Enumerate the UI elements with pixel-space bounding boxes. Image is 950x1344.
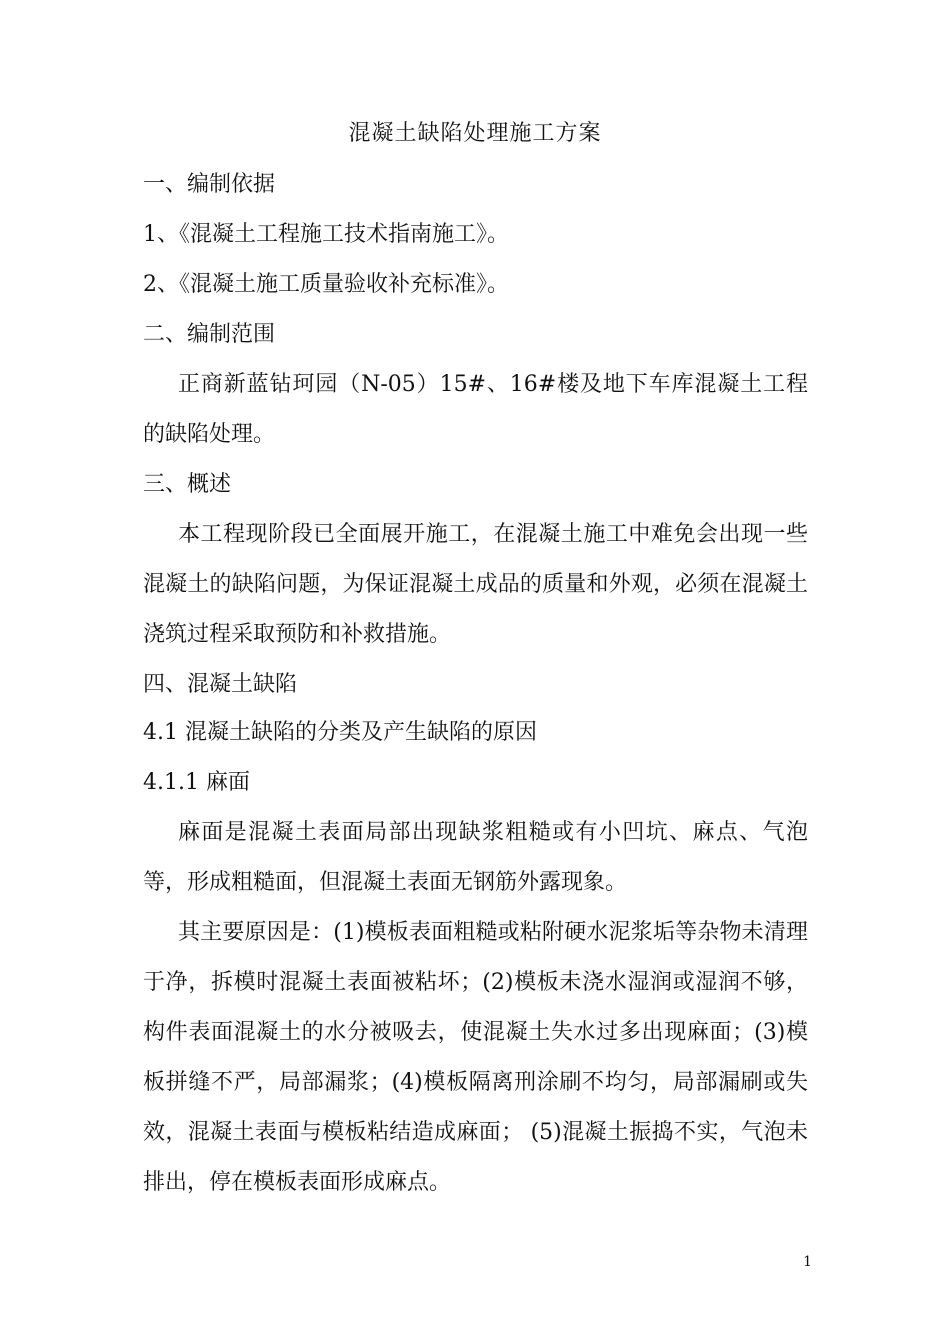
pitted-surface-causes: 其主要原因是：(1)模板表面粗糙或粘附硬水泥浆垢等杂物未清理于净，拆模时混凝土表面被粘坏；(2)模板未浇水湿润或湿润不够，构件表面混凝土的水分被吸去，使混凝土失水过多出现麻面；(3)模板拼缝不严，局部漏浆；(4)模板隔离刑涂刷不均匀，局部漏刷或失效，混凝土表面与模板粘结造成麻面； (5)混凝土振捣不实，气泡未排出，停在模板表面形成麻点。 [143,920,808,1195]
scope-paragraph: 正商新蓝钻珂园（N-05）15#、16#楼及地下车库混凝土工程的缺陷处理。 [143,372,808,447]
section-1-heading: 一、编制依据 [143,172,276,197]
pitted-surface-definition: 麻面是混凝土表面局部出现缺浆粗糙或有小凹坑、麻点、气泡等，形成粗糙面，但混凝土表面无钢筋外露现象。 [143,820,808,895]
basis-item-2: 2、《混凝土施工质量验收补充标准》。 [143,272,509,297]
page-number: 1 [803,1254,812,1270]
overview-paragraph: 本工程现阶段已全面展开施工，在混凝土施工中难免会出现一些混凝土的缺陷问题，为保证混凝土成品的质量和外观，必须在混凝土浇筑过程采取预防和补救措施。 [143,522,808,647]
section-3-heading: 三、概述 [143,472,232,497]
section-4-heading: 四、混凝土缺陷 [143,672,298,697]
section-4-1-heading: 4.1 混凝土缺陷的分类及产生缺陷的原因 [143,720,537,745]
section-2-heading: 二、编制范围 [143,322,276,347]
section-4-1-1-heading: 4.1.1 麻面 [143,770,250,795]
document-title: 混凝土缺陷处理施工方案 [348,121,602,146]
basis-item-1: 1、《混凝土工程施工技术指南施工》。 [143,222,509,247]
